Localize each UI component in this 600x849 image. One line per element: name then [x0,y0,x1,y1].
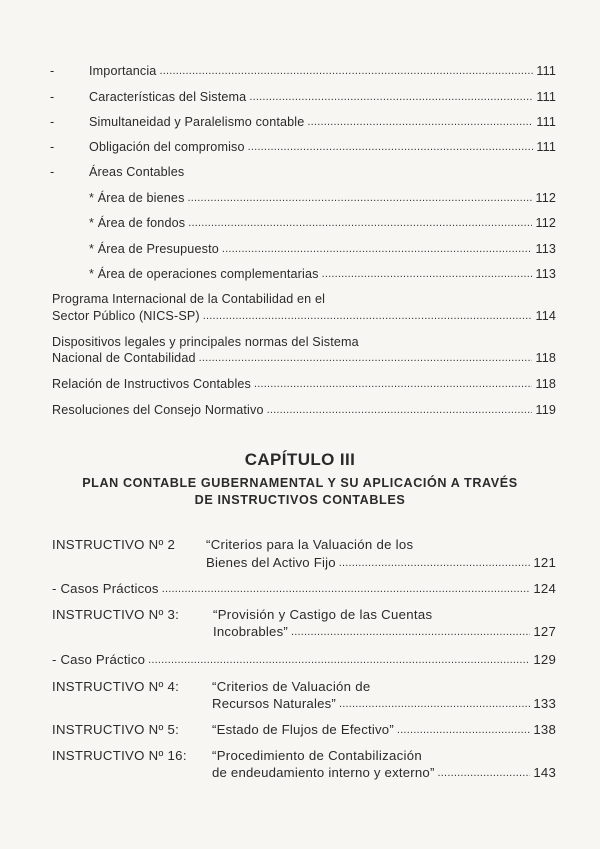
toc-page-number: 118 [535,351,556,365]
toc-page-number: 118 [535,377,556,391]
toc-leader [162,581,531,597]
toc-leader [438,765,531,781]
toc-leader [188,216,532,231]
toc-leader [397,722,530,738]
toc-leader [254,377,532,392]
toc-entry-relacion [52,377,556,392]
caso-practico-entry [52,652,556,668]
toc-page-number: 138 [533,722,556,737]
toc-leader [203,309,533,324]
toc-leader [199,351,533,366]
toc-entry-text: Recursos Naturales” [212,696,336,711]
toc-leader [188,191,533,206]
toc-page-number: 119 [535,403,556,417]
instructivo-2-entry [206,555,556,571]
instructivo-4-entry [212,696,556,712]
toc-entry-simultaneidad [89,115,556,130]
toc-dash: - [50,90,55,104]
toc-entry-area-fondos [89,216,556,231]
toc-leader [291,624,530,640]
toc-entry-text: * Área de operaciones complementarias [89,267,319,281]
toc-page-number: 113 [535,242,556,256]
toc-entry-text: Nacional de Contabilidad [52,351,196,365]
toc-entry-text: de endeudamiento interno y externo” [212,765,435,780]
toc-entry-area-bienes [89,191,556,206]
toc-dash: - [50,64,55,78]
toc-entry-importancia [89,64,556,79]
toc-entry-text: Bienes del Activo Fijo [206,555,336,570]
toc-page-number: 112 [535,191,556,205]
toc-entry-text: * Área de bienes [89,191,185,205]
toc-page-number: 111 [536,64,556,78]
toc-entry-text: Simultaneidad y Paralelismo contable [89,115,305,129]
casos-practicos-entry [52,581,556,597]
toc-page-number: 121 [533,555,556,570]
toc-entry-dispositivos [52,351,556,366]
toc-dash: - [50,115,55,129]
chapter-title: CAPÍTULO III [244,450,356,469]
chapter-subtitle-line2: DE INSTRUCTIVOS CONTABLES [194,493,406,507]
toc-page-number: 124 [533,581,556,596]
toc-leader [267,403,533,418]
instructivo-label: INSTRUCTIVO Nº 4: [52,679,180,694]
toc-dash: - [50,165,55,179]
toc-leader [148,652,530,668]
toc-leader [222,242,533,257]
instructivo-label: INSTRUCTIVO Nº 2 [52,537,176,552]
toc-leader [248,140,534,155]
instructivo-label: INSTRUCTIVO Nº 16: [52,748,187,763]
instructivo-16-entry [212,765,556,781]
instructivo-label: INSTRUCTIVO Nº 5: [52,722,180,737]
toc-entry-text: Resoluciones del Consejo Normativo [52,403,264,417]
toc-entry-resoluciones [52,403,556,418]
instructivo-title-line1: “Criterios para la Valuación de los [206,537,414,552]
toc-entry-area-presupuesto [89,242,556,257]
toc-leader [249,90,533,105]
toc-entry-text: * Área de Presupuesto [89,242,219,256]
toc-page-number: 133 [533,696,556,711]
toc-leader [322,267,533,282]
toc-dash: - [50,140,55,154]
toc-leader [339,696,530,712]
instructivo-title-line1: “Procedimiento de Contabilización [212,748,423,763]
toc-entry-text: Características del Sistema [89,90,247,104]
toc-page-number: 113 [535,267,556,281]
chapter-subtitle-line1: PLAN CONTABLE GUBERNAMENTAL Y SU APLICACIÓN A TRAVÉS [82,476,518,490]
toc-page-number: 143 [533,765,556,780]
instructivo-5-entry [212,722,556,738]
instructivo-label: INSTRUCTIVO Nº 3: [52,607,180,622]
toc-entry-text: Obligación del compromiso [89,140,245,154]
toc-page-number: 111 [536,140,556,154]
toc-entry-text: - Caso Práctico [52,652,146,667]
toc-entry-text: * Área de fondos [89,216,186,230]
toc-entry-area-operaciones [89,267,556,282]
toc-entry-text: Sector Público (NICS-SP) [52,309,200,323]
toc-entry-nics-line1: Programa Internacional de la Contabilidad en el [52,292,326,306]
toc-entry-areas-contables: Áreas Contables [89,165,185,179]
toc-leader [159,64,533,79]
toc-page-number: 112 [535,216,556,230]
toc-leader [339,555,531,571]
toc-leader [307,115,533,130]
toc-entry-text: “Estado de Flujos de Efectivo” [212,722,394,737]
instructivo-3-entry [213,624,556,640]
toc-page-number: 111 [536,90,556,104]
toc-page-number: 114 [535,309,556,323]
instructivo-title-line1: “Provisión y Castigo de las Cuentas [213,607,433,622]
toc-entry-text: Importancia [89,64,157,78]
toc-entry-obligacion [89,140,556,155]
toc-entry-text: Incobrables” [213,624,288,639]
toc-entry-caracteristicas [89,90,556,105]
toc-entry-nics [52,309,556,324]
toc-page-number: 129 [533,652,556,667]
toc-entry-text: - Casos Prácticos [52,581,159,596]
toc-page-number: 111 [536,115,556,129]
instructivo-title-line1: “Criterios de Valuación de [212,679,371,694]
toc-entry-dispositivos-line1: Dispositivos legales y principales normas del Sistema [52,335,359,349]
toc-page-number: 127 [533,624,556,639]
toc-entry-text: Relación de Instructivos Contables [52,377,252,391]
